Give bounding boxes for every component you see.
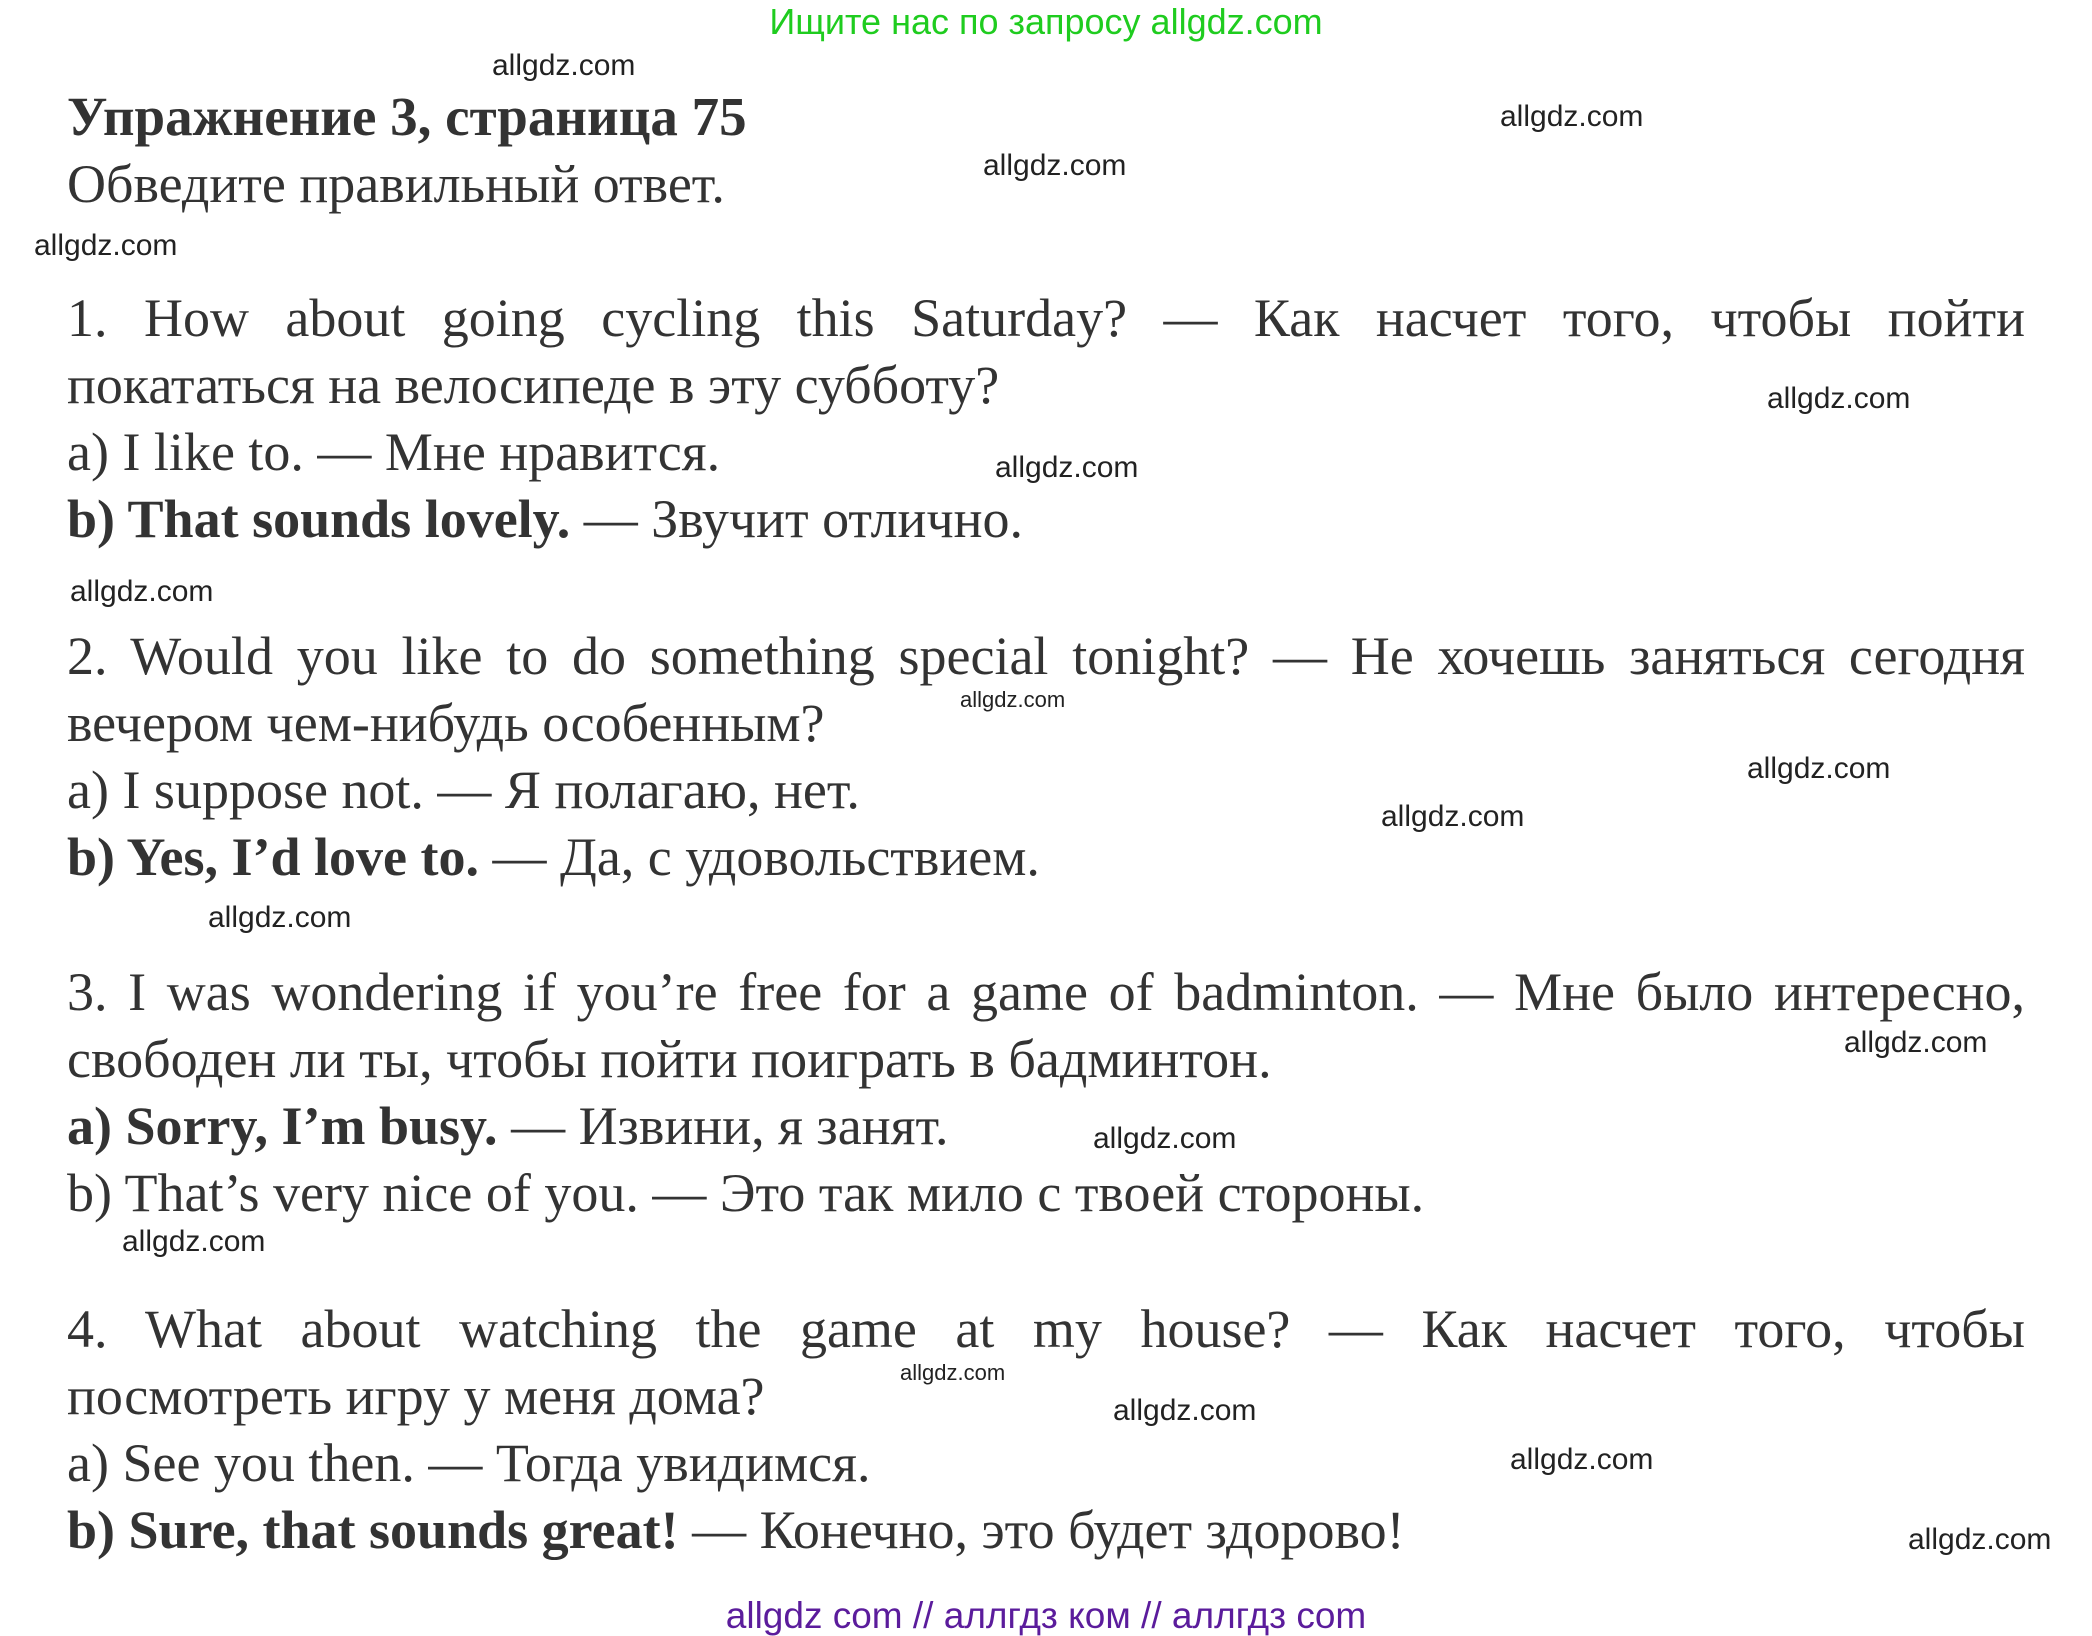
question-2-answer-b: [67, 829, 1040, 885]
question-2-answer-a: [67, 762, 860, 818]
watermark: allgdz.com: [1767, 382, 1911, 415]
question-4-line-2: посмотреть игру у меня дома?: [67, 1366, 765, 1426]
watermark: allgdz.com: [1844, 1026, 1988, 1059]
question-3-line-1: 3. I was wondering if you’re free for a game of badminton. — Мне было интересно,: [67, 962, 2025, 1022]
watermark: allgdz.com: [983, 149, 1127, 182]
exercise-title: Упражнение 3, страница 75: [67, 86, 747, 147]
watermark: allgdz.com: [995, 451, 1139, 484]
instruction: Обведите правильный ответ.: [67, 154, 725, 214]
answer-bold: b) Sure, that sounds great!: [67, 1500, 679, 1560]
question-1-answer-a: [67, 424, 720, 480]
question-2-line-1: 2. Would you like to do something special tonight? — Не хочешь заняться сегодня: [67, 626, 2025, 686]
watermark: allgdz.com: [1908, 1523, 2052, 1556]
search-banner: Ищите нас по запросу allgdz.com: [769, 1, 1323, 42]
answer-text: b) That’s very nice of you. — Это так мило с твоей стороны.: [67, 1163, 1425, 1223]
watermark: allgdz.com: [1500, 100, 1644, 133]
watermark: allgdz.com: [1113, 1394, 1257, 1427]
watermark: allgdz.com: [960, 687, 1066, 712]
watermark: allgdz.com: [1747, 752, 1891, 785]
watermark: allgdz.com: [34, 229, 178, 262]
answer-text: — Звучит отлично.: [570, 489, 1024, 549]
question-1-line-2: покататься на велосипеде в эту субботу?: [67, 355, 1000, 415]
answer-bold: a) Sorry, I’m busy.: [67, 1096, 498, 1156]
footer-links: allgdz com // аллгдз ком // аллгдз com: [725, 1595, 1367, 1636]
question-4-line-1: 4. What about watching the game at my house? — Как насчет того, чтобы: [67, 1299, 2025, 1359]
watermark: allgdz.com: [122, 1225, 266, 1258]
answer-text: — Извини, я занят.: [497, 1096, 949, 1156]
question-3-answer-b: [67, 1165, 1424, 1221]
question-2-line-2: вечером чем-нибудь особенным?: [67, 693, 825, 753]
answer-text: a) See you then. — Тогда увидимся.: [67, 1433, 871, 1493]
watermark: allgdz.com: [1093, 1122, 1237, 1155]
answer-text: a) I suppose not. — Я полагаю, нет.: [67, 760, 860, 820]
watermark: allgdz.com: [492, 49, 636, 82]
answer-bold: b) Yes, I’d love to.: [67, 827, 479, 887]
question-3-answer-a: [67, 1098, 949, 1154]
question-1-line-1: 1. How about going cycling this Saturday? — Как насчет того, чтобы пойти: [67, 288, 2025, 348]
question-4-answer-b: [67, 1502, 1405, 1558]
answer-text: a) I like to. — Мне нравится.: [67, 422, 721, 482]
answer-text: — Да, с удовольствием.: [479, 827, 1040, 887]
question-3-line-2: свободен ли ты, чтобы пойти поиграть в бадминтон.: [67, 1029, 1272, 1089]
watermark: allgdz.com: [208, 901, 352, 934]
question-1-answer-b: [67, 491, 1023, 547]
question-4-answer-a: [67, 1435, 870, 1491]
answer-bold: b) That sounds lovely.: [67, 489, 571, 549]
watermark: allgdz.com: [70, 575, 214, 608]
answer-text: — Конечно, это будет здорово!: [678, 1500, 1405, 1560]
watermark: allgdz.com: [900, 1360, 1006, 1385]
watermark: allgdz.com: [1510, 1443, 1654, 1476]
watermark: allgdz.com: [1381, 800, 1525, 833]
